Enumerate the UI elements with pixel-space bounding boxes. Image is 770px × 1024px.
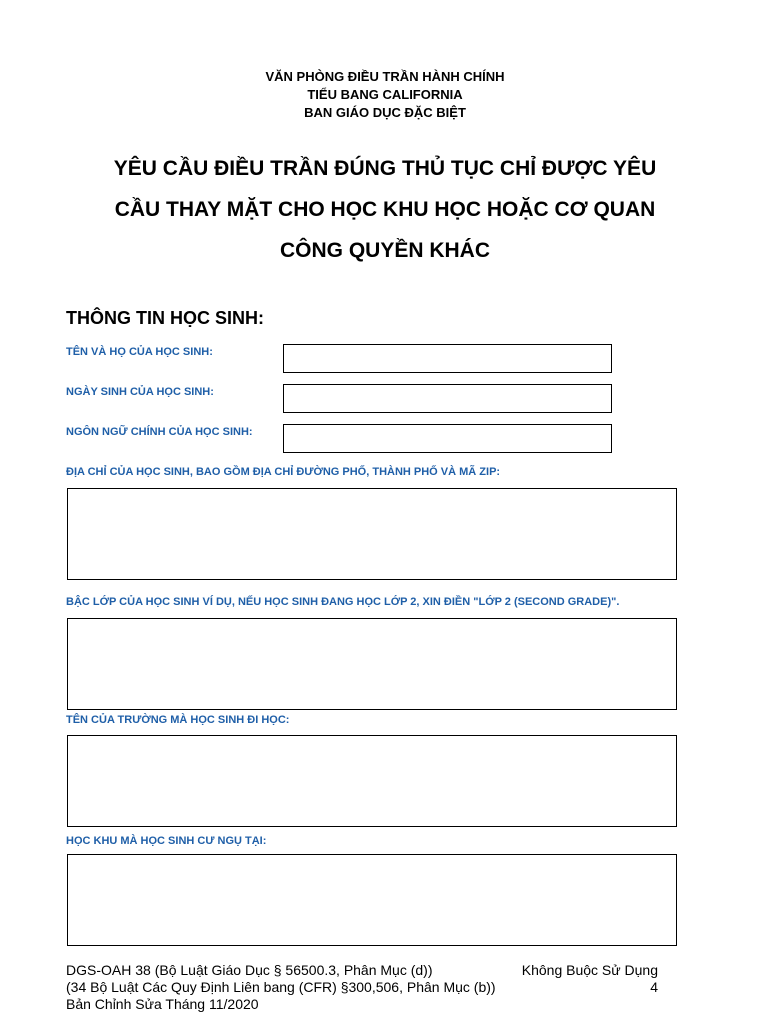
page-number: 4 (650, 979, 658, 995)
agency-line-3: BAN GIÁO DỤC ĐẶC BIỆT (304, 105, 466, 120)
cfr-reference: (34 Bộ Luật Các Quy Định Liên bang (CFR) §300,506, Phân Mục (b)) (66, 979, 496, 995)
form-code: DGS-OAH 38 (Bộ Luật Giáo Dục § 56500.3, Phân Mục (d)) (66, 962, 433, 978)
footer-row-2 (66, 979, 658, 996)
student-grade-label: BẬC LỚP CỦA HỌC SINH VÍ DỤ, NẾU HỌC SINH ĐANG HỌC LỚP 2, XIN ĐIỀN "LỚP 2 (SECOND GRADE)". (66, 596, 620, 608)
student-name-field[interactable] (283, 344, 612, 373)
footer-row-1 (66, 962, 658, 979)
student-address-field[interactable] (67, 488, 677, 580)
student-school-field[interactable] (67, 735, 677, 827)
student-district-label: HỌC KHU MÀ HỌC SINH CƯ NGỤ TẠI: (66, 835, 267, 847)
form-title-line-3: CÔNG QUYỀN KHÁC (279, 239, 490, 262)
student-dob-label: NGÀY SINH CỦA HỌC SINH: (66, 386, 214, 398)
student-dob-field[interactable] (283, 384, 612, 413)
form-title-line-1: YÊU CẦU ĐIỀU TRẦN ĐÚNG THỦ TỤC CHỈ ĐƯỢC YÊU (113, 157, 657, 180)
student-language-field[interactable] (283, 424, 612, 453)
student-school-label: TÊN CỦA TRƯỜNG MÀ HỌC SINH ĐI HỌC: (66, 714, 290, 726)
optional-use-note: Không Buộc Sử Dụng (521, 962, 658, 978)
agency-line-2: TIỂU BANG CALIFORNIA (307, 87, 463, 102)
student-info-heading: THÔNG TIN HỌC SINH: (66, 308, 264, 328)
form-title (60, 148, 710, 271)
student-address-label: ĐỊA CHỈ CỦA HỌC SINH, BAO GỒM ĐỊA CHỈ ĐƯỜNG PHỐ, THÀNH PHỐ VÀ MÃ ZIP: (66, 466, 501, 478)
page-footer (66, 962, 658, 1013)
student-district-field[interactable] (67, 854, 677, 946)
revision-date: Bản Chỉnh Sửa Tháng 11/2020 (66, 996, 259, 1012)
agency-header (0, 68, 770, 122)
student-grade-field[interactable] (67, 618, 677, 710)
student-language-label: NGÔN NGỮ CHÍNH CỦA HỌC SINH: (66, 426, 253, 438)
form-title-line-2: CẦU THAY MẶT CHO HỌC KHU HỌC HOẶC CƠ QUAN (114, 198, 656, 221)
agency-line-1: VĂN PHÒNG ĐIỀU TRẦN HÀNH CHÍNH (265, 69, 505, 84)
student-name-label: TÊN VÀ HỌ CỦA HỌC SINH: (66, 346, 213, 358)
